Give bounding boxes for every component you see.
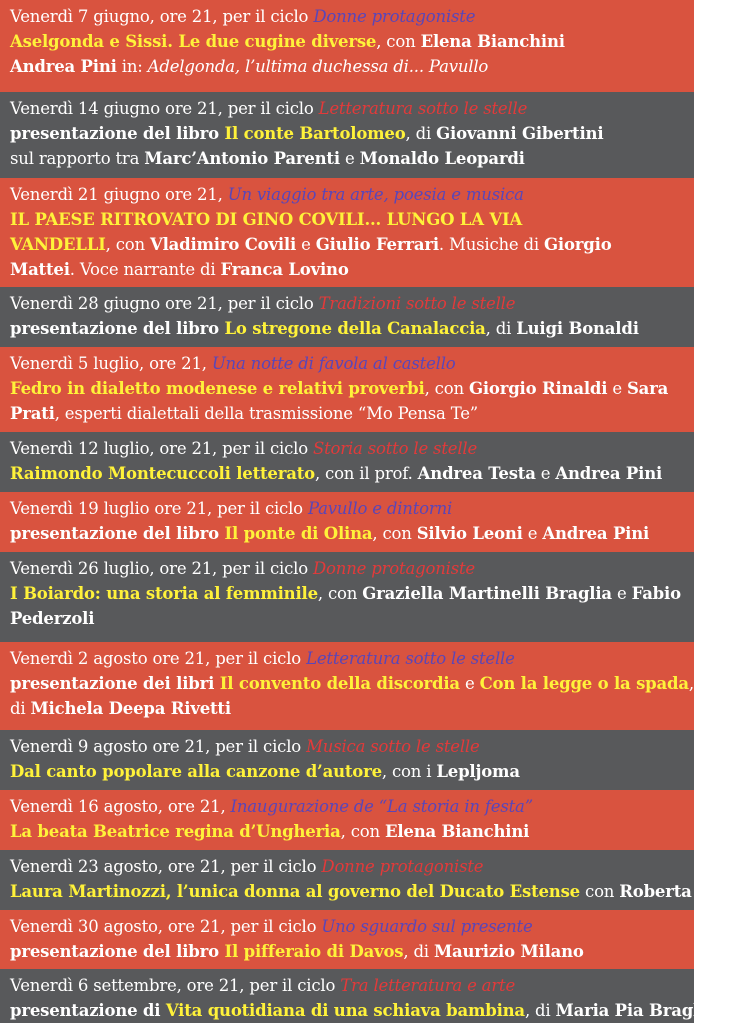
event-text: , con [340, 822, 385, 841]
event-row [0, 432, 694, 492]
event-text: Venerdì 26 luglio, ore 21, per il ciclo [10, 559, 314, 578]
speaker-name: Vladimiro Covili [149, 235, 297, 254]
event-detail-line [10, 671, 694, 696]
speaker-name: Mattei [10, 260, 70, 279]
speaker-name: Sara [626, 379, 669, 398]
event-row [0, 850, 736, 910]
speaker-name: Andrea Testa [417, 464, 536, 483]
speaker-name: Elena Bianchini [384, 822, 530, 841]
speaker-name: Giorgio [544, 235, 612, 254]
event-row [0, 92, 694, 178]
event-text: e [459, 674, 480, 693]
event-detail-line [10, 121, 684, 146]
speaker-name: Giorgio Rinaldi [468, 379, 608, 398]
event-text: Venerdì 19 luglio ore 21, per il ciclo [10, 499, 308, 518]
event-text: Venerdì 9 agosto ore 21, per il ciclo [10, 737, 307, 756]
speaker-name: Graziella Martinelli Braglia [362, 584, 612, 603]
event-text: , con [376, 32, 421, 51]
cycle-name: Tra letteratura e arte [340, 976, 516, 995]
event-detail-line [10, 696, 684, 721]
event-title: Il convento della discordia [219, 674, 460, 693]
event-detail-line [10, 879, 736, 904]
event-text: con [579, 882, 620, 901]
event-row [0, 552, 694, 642]
event-detail-line [10, 581, 684, 606]
event-row [0, 178, 694, 287]
speaker-name: Monaldo Leopardi [359, 149, 525, 168]
event-text: Venerdì 28 giugno ore 21, per il ciclo [10, 294, 319, 313]
cycle-name: Donne protagoniste [321, 857, 484, 876]
cycle-name: Inaugurazione de “La storia in festa” [230, 797, 533, 816]
event-detail-line [10, 29, 684, 54]
event-detail-line [10, 759, 684, 784]
event-date-line [10, 794, 684, 819]
event-text: Venerdì 16 agosto, ore 21, [10, 797, 231, 816]
event-text: Venerdì 7 giugno, ore 21, per il ciclo [10, 7, 314, 26]
event-detail-line [10, 232, 684, 257]
event-date-line [10, 646, 684, 671]
speaker-name: Andrea Pini [555, 464, 663, 483]
cycle-name: Pavullo e dintorni [307, 499, 453, 518]
event-title: Il conte Bartolomeo [224, 124, 406, 143]
event-row [0, 492, 694, 552]
event-row [0, 790, 694, 850]
cycle-name: Letteratura sotto le stelle [318, 99, 528, 118]
event-title: Lo stregone della Canalaccia [224, 319, 486, 338]
event-text: Venerdì 21 giugno ore 21, [10, 185, 228, 204]
event-date-line [10, 436, 684, 461]
event-detail-line [10, 998, 716, 1023]
event-text: . Musiche di [438, 235, 545, 254]
event-text: e [296, 235, 316, 254]
event-detail-line [10, 461, 684, 486]
cycle-name: Donne protagoniste [313, 559, 475, 578]
event-text: Venerdì 14 giugno ore 21, per il ciclo [10, 99, 319, 118]
speaker-name: Prati [10, 404, 55, 423]
event-text: Venerdì 6 settembre, ore 21, per il ciclo [10, 976, 341, 995]
cycle-name: Letteratura sotto le stelle [306, 649, 515, 668]
event-text: , con i [381, 762, 437, 781]
event-text: e [607, 379, 627, 398]
event-text: e [339, 149, 360, 168]
event-detail-line [10, 207, 684, 232]
event-title: IL PAESE RITROVATO DI GINO COVILI... LUNGO LA VIA [10, 210, 523, 229]
event-text: e [522, 524, 543, 543]
event-text: in: [116, 57, 148, 76]
speaker-name: Luigi Bonaldi [516, 319, 639, 338]
speaker-name: presentazione del libro [10, 124, 225, 143]
event-text: , [688, 674, 694, 693]
event-title: Il pifferaio di Davos [224, 942, 404, 961]
speaker-name: Marc’Antonio Parenti [144, 149, 340, 168]
speaker-name: Roberta Iotti [619, 882, 736, 901]
cycle-name: Donne protagoniste [313, 7, 476, 26]
event-date-line [10, 496, 684, 521]
event-detail-line [10, 939, 684, 964]
event-text: , di [405, 124, 437, 143]
event-detail-line [10, 376, 684, 401]
event-title: VANDELLI [10, 235, 106, 254]
cycle-name: Un viaggio tra arte, poesia e musica [227, 185, 524, 204]
event-text: , con [317, 584, 363, 603]
speaker-name: presentazione di [10, 1001, 166, 1020]
event-detail-line [10, 54, 684, 79]
event-date-line [10, 351, 684, 376]
event-text: Venerdì 12 luglio, ore 21, per il ciclo [10, 439, 314, 458]
event-date-line [10, 182, 684, 207]
speaker-name: Giulio Ferrari [315, 235, 439, 254]
speaker-name: Giovanni Gibertini [436, 124, 604, 143]
event-title: Aselgonda e Sissi. Le due cugine diverse [10, 32, 377, 51]
event-detail-line [10, 316, 684, 341]
event-row [0, 347, 694, 432]
event-text: , con il prof. [314, 464, 418, 483]
event-text: , di [524, 1001, 556, 1020]
event-date-line [10, 96, 684, 121]
speaker-name: Franca Lovino [220, 260, 349, 279]
event-title: Dal canto popolare alla canzone d’autore [10, 762, 382, 781]
event-text: , esperti dialettali della trasmissione “Mo Pensa Te” [54, 404, 479, 423]
subtitle: Adelgonda, l’ultima duchessa di... Pavullo [147, 57, 489, 76]
event-detail-line [10, 401, 684, 426]
event-title: Con la legge o la spada [479, 674, 689, 693]
event-text: , con [372, 524, 417, 543]
event-date-line [10, 854, 684, 879]
event-text: , con [424, 379, 469, 398]
event-date-line [10, 291, 684, 316]
speaker-name: Silvio Leoni [416, 524, 523, 543]
event-title: Il ponte di Olina [224, 524, 373, 543]
event-text: Venerdì 5 luglio, ore 21, [10, 354, 212, 373]
cycle-name: Musica sotto le stelle [306, 737, 480, 756]
event-date-line [10, 4, 684, 29]
event-row [0, 642, 694, 730]
event-text: Venerdì 30 agosto, ore 21, per il ciclo [10, 917, 322, 936]
event-row [0, 910, 694, 969]
event-detail-line [10, 257, 684, 282]
event-title: Raimondo Montecuccoli letterato [10, 464, 315, 483]
speaker-name: Pederzoli [10, 609, 95, 628]
event-date-line [10, 556, 684, 581]
event-date-line [10, 734, 684, 759]
event-text: , di [485, 319, 517, 338]
event-title: Vita quotidiana di una schiava bambina [165, 1001, 525, 1020]
speaker-name: presentazione del libro [10, 942, 225, 961]
event-detail-line [10, 819, 684, 844]
cycle-name: Uno sguardo sul presente [321, 917, 533, 936]
event-title: Fedro in dialetto modenese e relativi proverbi [10, 379, 425, 398]
event-text: e [535, 464, 556, 483]
event-text: Venerdì 23 agosto, ore 21, per il ciclo [10, 857, 322, 876]
event-text: , di [403, 942, 434, 961]
speaker-name: Maurizio Milano [433, 942, 584, 961]
event-row [0, 969, 716, 1023]
speaker-name: Elena Bianchini [420, 32, 565, 51]
speaker-name: presentazione del libro [10, 524, 225, 543]
event-row [0, 287, 694, 347]
cycle-name: Tradizioni sotto le stelle [318, 294, 516, 313]
event-text: , con [105, 235, 150, 254]
event-text: di [10, 699, 31, 718]
speaker-name: Lepljoma [436, 762, 520, 781]
event-text: Venerdì 2 agosto ore 21, per il ciclo [10, 649, 307, 668]
cycle-name: Storia sotto le stelle [313, 439, 478, 458]
event-text: e [611, 584, 632, 603]
event-detail-line [10, 146, 684, 171]
event-date-line [10, 914, 684, 939]
speaker-name: Fabio [631, 584, 681, 603]
event-title: I Boiardo: una storia al femminile [10, 584, 318, 603]
event-title: Laura Martinozzi, l’unica donna al governo del Ducato Estense [10, 882, 580, 901]
event-text: . Voce narrante di [69, 260, 221, 279]
event-row [0, 730, 694, 790]
speaker-name: Maria Pia Braglia [555, 1001, 716, 1020]
speaker-name: Andrea Pini [10, 57, 117, 76]
event-row [0, 0, 694, 92]
event-detail-line [10, 521, 684, 546]
event-date-line [10, 973, 684, 998]
speaker-name: presentazione dei libri [10, 674, 220, 693]
speaker-name: presentazione del libro [10, 319, 225, 338]
event-text: sul rapporto tra [10, 149, 145, 168]
cycle-name: Una notte di favola al castello [211, 354, 456, 373]
speaker-name: Andrea Pini [542, 524, 650, 543]
event-title: La beata Beatrice regina d’Ungheria [10, 822, 341, 841]
event-detail-line [10, 606, 684, 631]
speaker-name: Michela Deepa Rivetti [30, 699, 231, 718]
